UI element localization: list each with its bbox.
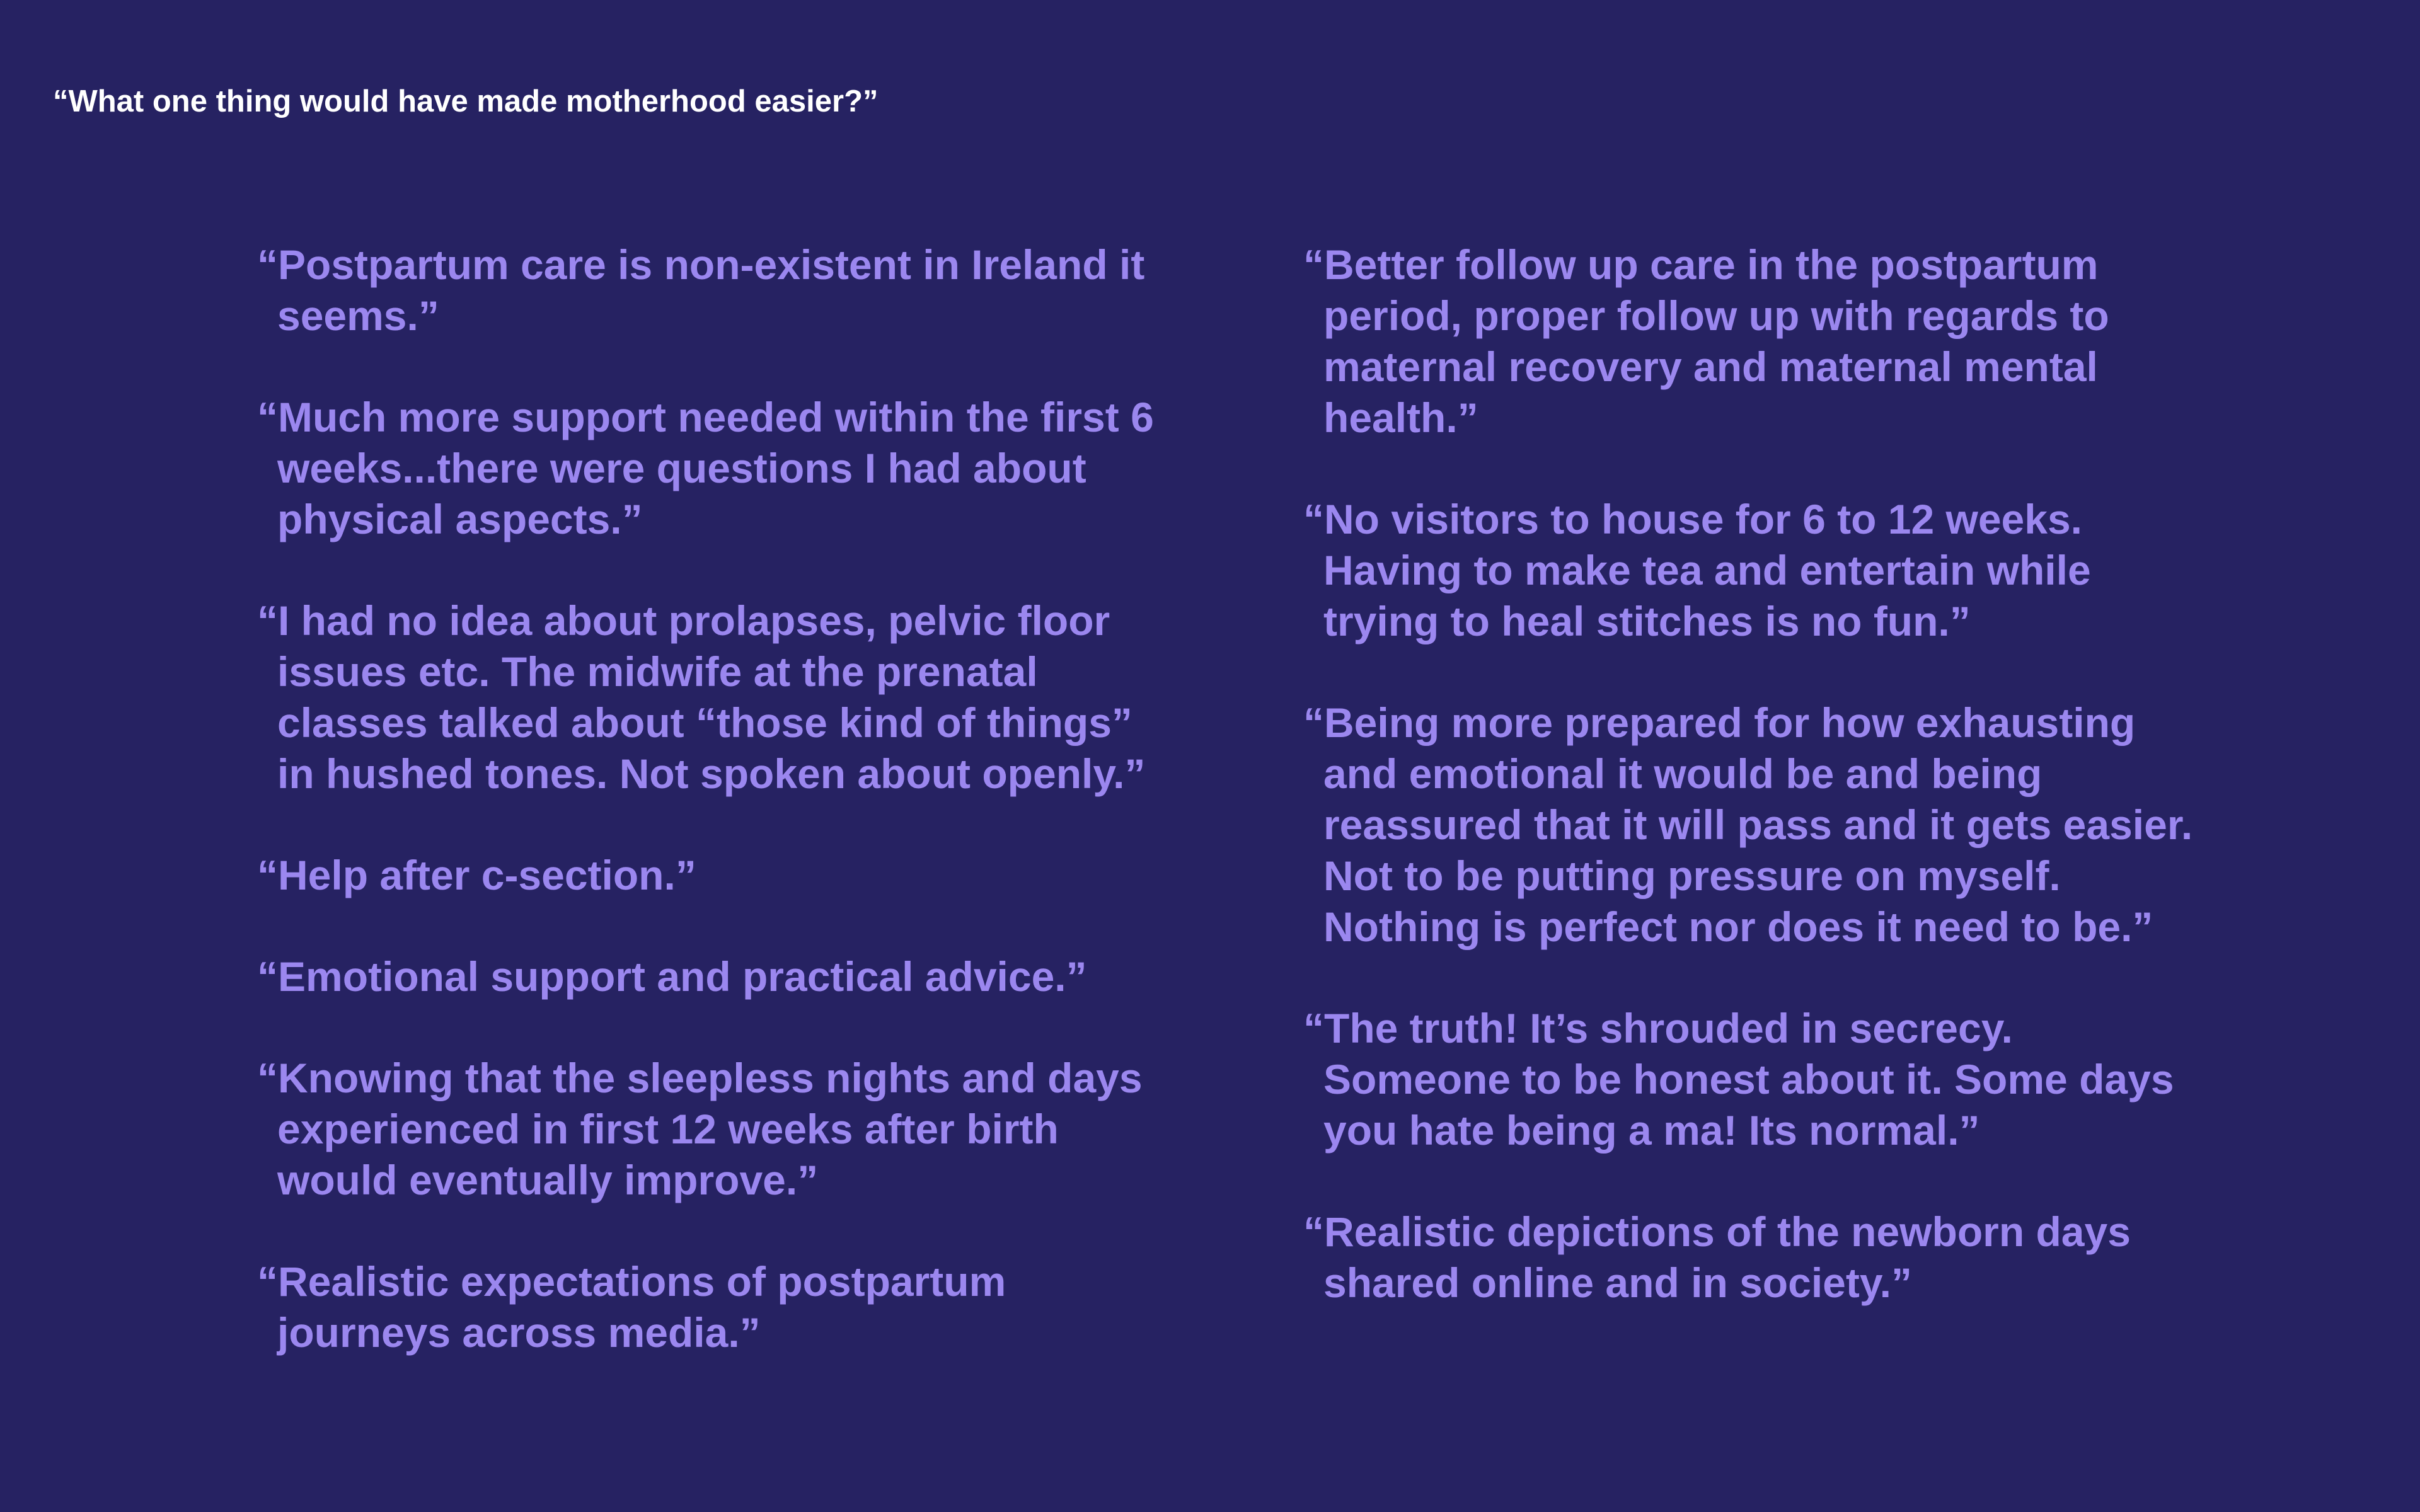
quote-the-truth: “The truth! It’s shrouded in secrecy. Someone to be honest about it. Some days you hate being a ma! Its normal.” [1303, 1005, 2174, 1154]
quote-no-visitors: “No visitors to house for 6 to 12 weeks. Having to make tea and entertain while trying to heal stitches is no fun.” [1303, 496, 2091, 644]
left-quote-column [257, 239, 1165, 1409]
quote-sleepless-nights: “Knowing that the sleepless nights and days experienced in first 12 weeks after birth would eventually improve.” [257, 1055, 1143, 1203]
right-quote-column [1303, 239, 2211, 1359]
quote-emotional-support: “Emotional support and practical advice.” [257, 953, 1087, 1000]
quote-postpartum-care: “Postpartum care is non-existent in Ireland it seems.” [257, 241, 1145, 339]
quote-being-prepared: “Being more prepared for how exhausting and emotional it would be and being reassured that it will pass and it gets easier. Not to be putting pressure on myself. Nothing is perfect nor does it need to be.” [1303, 699, 2193, 950]
quote-prolapses-pelvic-floor: “I had no idea about prolapses, pelvic floor issues etc. The midwife at the prenatal classes talked about “those kind of things” in hushed tones. Not spoken about openly.” [257, 597, 1146, 797]
quote-realistic-depictions: “Realistic depictions of the newborn days shared online and in society.” [1303, 1208, 2131, 1306]
quote-help-c-section: “Help after c-section.” [257, 852, 696, 898]
quote-support-first-weeks: “Much more support needed within the first 6 weeks...there were questions I had about physical aspects.” [257, 394, 1154, 542]
quote-follow-up-care: “Better follow up care in the postpartum period, proper follow up with regards to maternal recovery and maternal mental health.” [1303, 241, 2109, 441]
page-title: “What one thing would have made motherhood easier?” [53, 84, 879, 118]
quote-realistic-expectations: “Realistic expectations of postpartum journeys across media.” [257, 1258, 1006, 1356]
